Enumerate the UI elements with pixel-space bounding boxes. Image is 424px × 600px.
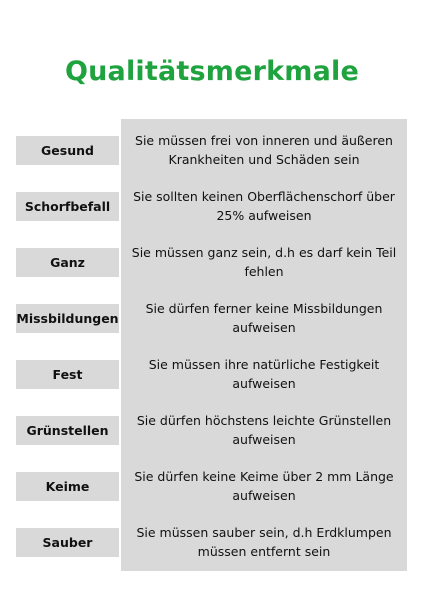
row-label: Keime [16, 472, 119, 501]
row-label: Schorfbefall [16, 192, 119, 221]
quality-row-sauber [0, 511, 424, 559]
row-label: Fest [16, 360, 119, 389]
row-description: Sie müssen sauber sein, d.h Erdklumpen müssen entfernt sein [136, 525, 392, 559]
quality-row-fest [0, 343, 424, 391]
row-label: Grünstellen [16, 416, 119, 445]
quality-row-gesund [0, 119, 424, 167]
row-label: Ganz [16, 248, 119, 277]
row-description: Sie dürfen ferner keine Missbildungen aufweisen [145, 301, 383, 335]
row-label: Gesund [16, 136, 119, 165]
row-description: Sie dürfen keine Keime über 2 mm Länge aufweisen [134, 469, 394, 503]
row-label: Sauber [16, 528, 119, 557]
quality-row-gruenstellen [0, 399, 424, 447]
row-description: Sie müssen frei von inneren und äußeren Krankheiten und Schäden sein [135, 133, 393, 167]
page-title: Qualitätsmerkmale [64, 56, 360, 87]
row-label: Missbildungen [16, 304, 119, 333]
row-description: Sie müssen ganz sein, d.h es darf kein Teil fehlen [131, 245, 397, 279]
quality-row-ganz [0, 231, 424, 279]
row-description: Sie sollten keinen Oberflächenschorf über 25% aufweisen [133, 189, 395, 223]
quality-row-schorfbefall [0, 175, 424, 223]
quality-row-keime [0, 455, 424, 503]
quality-row-missbildungen [0, 287, 424, 335]
row-description: Sie müssen ihre natürliche Festigkeit aufweisen [148, 357, 380, 391]
row-description: Sie dürfen höchstens leichte Grünstellen aufweisen [136, 413, 392, 447]
